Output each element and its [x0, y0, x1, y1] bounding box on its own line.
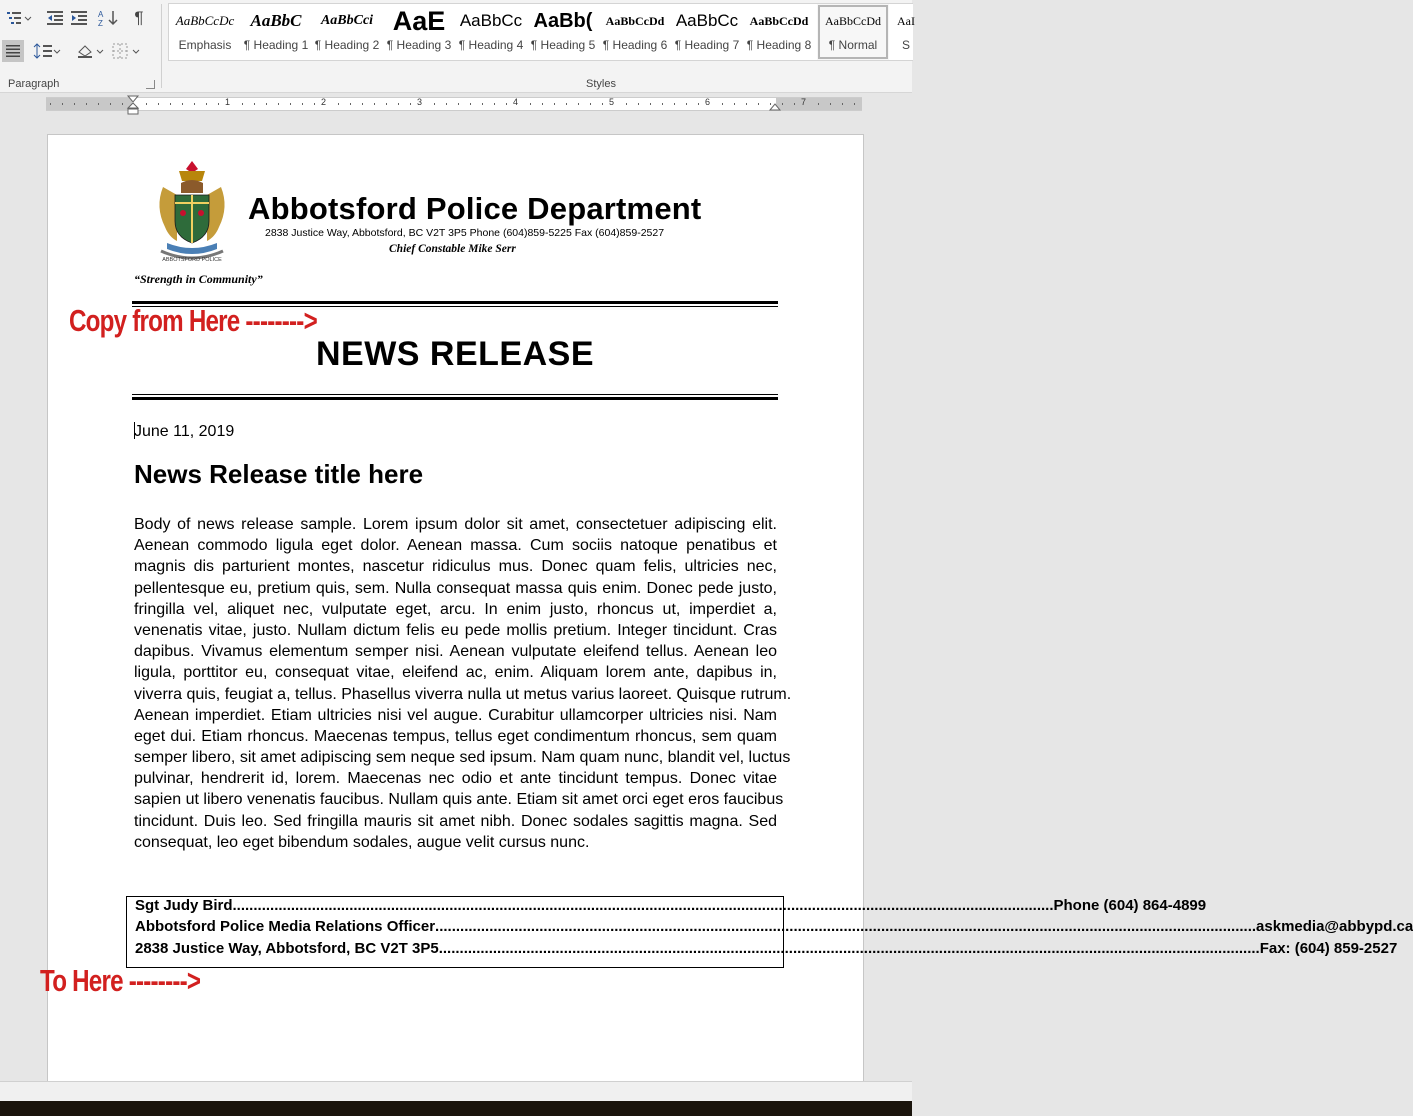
style-emphasis[interactable] — [169, 4, 241, 60]
style-name: Emphasis — [178, 38, 232, 52]
ruler-tick — [506, 103, 507, 105]
ruler-tick — [314, 103, 315, 105]
pilcrow-icon[interactable]: ¶ — [134, 8, 144, 27]
style-sample: AaBbCcDd — [749, 13, 809, 28]
body-line: venenatis vitae, justo. Nullam dictum felis eu pede mollis pretium. Integer tincidunt. Cras — [134, 621, 777, 639]
style-next[interactable] — [891, 4, 921, 60]
style-sample: AaBbCc — [675, 11, 739, 30]
body-line: consequat, leo eget bibendum sodales, augue velit cursus nunc. — [134, 833, 590, 851]
style-heading-7[interactable] — [671, 4, 743, 60]
ruler-tick — [794, 103, 795, 105]
style-normal[interactable] — [817, 4, 889, 60]
taskbar — [0, 1101, 912, 1116]
status-bar — [0, 1081, 912, 1102]
body-line: Aenean commodo ligula eget dolor. Aenean massa. Cum sociis natoque penatibus et — [134, 537, 777, 555]
divider-bottom-thick — [132, 397, 778, 400]
style-heading-5[interactable] — [527, 4, 599, 60]
ruler-tick — [758, 103, 759, 105]
ruler-tick — [182, 103, 183, 105]
ruler-tick — [722, 103, 723, 105]
to-here-annotation: To Here --------> — [40, 963, 201, 998]
style-name: ¶ Heading 5 — [530, 38, 596, 52]
ruler-tick — [242, 103, 243, 105]
ruler-tick — [278, 103, 279, 105]
contact-email: askmedia@abbypd.ca — [1256, 918, 1413, 935]
indent-marker-icon[interactable] — [127, 96, 139, 116]
style-sample: AaBbCcDc — [175, 13, 235, 28]
right-indent-marker-icon[interactable] — [769, 101, 781, 111]
style-name: ¶ Heading 6 — [602, 38, 668, 52]
body-line: pulvinar, hendrerit id, lorem. Maecenas nec odio et ante tincidunt tempus. Donec vitae — [134, 770, 777, 788]
release-body[interactable] — [134, 514, 792, 853]
ruler-tick — [254, 103, 255, 105]
crest-caption: ABBOTSFORD POLICE — [162, 257, 222, 263]
style-name: ¶ Normal — [828, 38, 878, 52]
ruler-tick — [494, 103, 495, 105]
ruler-tick — [830, 103, 831, 105]
ruler-tick — [530, 103, 531, 105]
style-name: ¶ Heading 8 — [746, 38, 812, 52]
ruler-tick — [374, 103, 375, 105]
ruler-tick — [302, 103, 303, 105]
body-line: semper libero, sit amet adipiscing sem neque sed ipsum. Nam quam nunc, blandit vel, luctus — [134, 749, 791, 767]
contact-row — [135, 918, 1413, 935]
style-sample: AaBbC — [250, 11, 302, 30]
increase-indent-icon[interactable] — [68, 7, 90, 29]
body-line: Body of news release sample. Lorem ipsum dolor sit amet, consectetuer adipiscing elit. — [134, 516, 777, 533]
ruler-tick — [410, 103, 411, 105]
ruler-tick — [50, 103, 51, 105]
body-line: sapien ut libero venenatis faucibus. Nullam quis ante. Etiam sit amet orci eget eros faucibus — [134, 791, 784, 809]
ruler-number: 3 — [417, 97, 423, 107]
style-heading-6[interactable] — [599, 4, 671, 60]
style-sample: AaE — [392, 5, 446, 36]
body-line: pellentesque eu, pretium quis, sem. Nulla consequat massa quis enim. Donec pede justo, — [134, 579, 777, 597]
ruler-tick — [146, 103, 147, 105]
release-date-text: June 11, 2019 — [134, 423, 235, 440]
ruler-tick — [470, 103, 471, 105]
chief-constable: Chief Constable Mike Serr — [389, 243, 516, 255]
contact-row — [135, 897, 1207, 914]
borders-icon[interactable] — [110, 40, 142, 62]
ruler-tick — [206, 103, 207, 105]
style-heading-1[interactable] — [241, 4, 311, 60]
ruler-tick — [338, 103, 339, 105]
style-heading-4[interactable] — [455, 4, 527, 60]
style-sample: AaBbCcDd — [825, 13, 881, 28]
ruler-tick — [266, 103, 267, 105]
ruler-tick — [482, 103, 483, 105]
styles-gallery[interactable] — [168, 3, 913, 61]
body-line: eget dui. Etiam rhoncus. Maecenas tempus, tellus eget condimentum rhoncus, sem quam — [134, 727, 777, 745]
ruler-tick — [62, 103, 63, 105]
paragraph-group — [0, 0, 160, 92]
body-line: tincidunt. Duis leo. Sed fringilla mauris sit amet nibh. Donec sodales sagittis magna. Sed — [134, 812, 777, 830]
ruler-tick — [290, 103, 291, 105]
department-address: 2838 Justice Way, Abbotsford, BC V2T 3P5 Phone (604)859-5225 Fax (604)859-2527 — [265, 227, 665, 239]
ruler-tick — [362, 103, 363, 105]
body-line: Aenean imperdiet. Etiam ultricies nisi vel augue. Curabitur ullamcorper ultricies nisi. Nam — [134, 706, 777, 724]
ruler-tick — [782, 103, 783, 105]
ruler-number: 5 — [609, 97, 615, 107]
style-sample: AaBbCc — [459, 11, 523, 30]
ruler-tick — [554, 103, 555, 105]
police-crest-icon — [153, 157, 231, 265]
ruler-tick — [386, 103, 387, 105]
ruler-number: 4 — [513, 97, 519, 107]
ruler-tick — [398, 103, 399, 105]
ruler-tick — [818, 103, 819, 105]
ruler-right-margin — [776, 98, 862, 110]
ruler-tick — [746, 103, 747, 105]
ruler-tick — [854, 103, 855, 105]
style-heading-8[interactable] — [743, 4, 815, 60]
contact-title: Abbotsford Police Media Relations Officer — [135, 918, 436, 935]
ruler-number: 7 — [801, 97, 807, 107]
style-name: ¶ Heading 7 — [674, 38, 740, 52]
ruler-tick — [638, 103, 639, 105]
align-justify-icon[interactable] — [2, 40, 24, 62]
svg-text:Z: Z — [98, 19, 103, 28]
release-date[interactable] — [134, 422, 234, 441]
ruler-tick — [578, 103, 579, 105]
body-line: dapibus. Vivamus elementum semper nisi. Aenean vulputate eleifend tellus. Aenean leo — [134, 643, 777, 661]
ruler-tick — [194, 103, 195, 105]
style-sample: AaBbCci — [320, 13, 374, 28]
contact-fax: Fax: (604) 859-2527 — [1259, 940, 1398, 957]
ruler-tick — [734, 103, 735, 105]
decrease-indent-icon[interactable] — [44, 7, 66, 29]
ruler-tick — [74, 103, 75, 105]
horizontal-ruler[interactable] — [46, 97, 862, 111]
shading-icon[interactable] — [74, 40, 106, 62]
svg-text:A: A — [98, 10, 104, 19]
style-sample: AaBb( — [533, 9, 593, 32]
ruler-number: 6 — [705, 97, 711, 107]
ruler-tick — [86, 103, 87, 105]
ruler-tick — [218, 103, 219, 105]
ruler-tick — [110, 103, 111, 105]
ruler-tick — [626, 103, 627, 105]
ruler-tick — [650, 103, 651, 105]
news-release-title: NEWS RELEASE — [315, 335, 595, 373]
ruler-tick — [590, 103, 591, 105]
ruler-tick — [98, 103, 99, 105]
ruler-tick — [686, 103, 687, 105]
body-line: viverra quis, feugiat a, tellus. Phasellus viverra nulla ut metus varius laoreet. Quisque rutrum. — [134, 685, 792, 703]
ruler-tick — [542, 103, 543, 105]
ruler-tick — [122, 103, 123, 105]
ruler-tick — [158, 103, 159, 105]
ruler-number: 2 — [321, 97, 327, 107]
ruler-tick — [446, 103, 447, 105]
department-name: Abbotsford Police Department — [248, 191, 702, 226]
contact-row — [135, 940, 1398, 957]
divider-bottom-thin — [132, 394, 778, 395]
style-sample: AaBbCcDd — [605, 13, 665, 28]
body-line: fringilla vel, aliquet nec, vulputate eget, arcu. In enim justo, rhoncus ut, imperdiet a, — [134, 600, 777, 618]
style-name: S — [901, 38, 910, 52]
motto: “Strength in Community” — [134, 272, 263, 286]
group-separator — [161, 4, 162, 88]
contact-address: 2838 Justice Way, Abbotsford, BC V2T 3P5 — [135, 940, 439, 957]
style-sample: AaI — [897, 13, 915, 28]
contact-phone: Phone (604) 864-4899 — [1053, 897, 1207, 914]
leader-dots — [435, 918, 1256, 935]
ruler-tick — [662, 103, 663, 105]
paragraph-dialog-launcher[interactable] — [146, 80, 155, 89]
styles-group-label: Styles — [586, 78, 616, 90]
ruler-tick — [602, 103, 603, 105]
contact-name: Sgt Judy Bird — [135, 897, 233, 914]
style-name: ¶ Heading 3 — [386, 38, 452, 52]
sort-icon[interactable] — [96, 7, 120, 29]
style-name: ¶ Heading 4 — [458, 38, 524, 52]
ruler-left-margin — [46, 98, 132, 110]
ruler-number: 1 — [225, 97, 231, 107]
style-name: ¶ Heading 1 — [243, 38, 309, 52]
ruler-tick — [698, 103, 699, 105]
release-headline[interactable]: News Release title here — [134, 459, 424, 489]
copy-from-annotation: Copy from Here --------> — [69, 303, 317, 338]
line-spacing-icon[interactable] — [32, 40, 62, 62]
ruler-tick — [170, 103, 171, 105]
ruler-tick — [458, 103, 459, 105]
ruler-tick — [566, 103, 567, 105]
contact-box — [126, 896, 1413, 968]
ruler-tick — [434, 103, 435, 105]
leader-dots — [439, 940, 1260, 957]
ribbon — [0, 0, 915, 93]
ruler-tick — [350, 103, 351, 105]
multilevel-list-icon[interactable] — [4, 7, 34, 29]
document-page[interactable] — [47, 134, 1413, 1086]
style-heading-2[interactable] — [311, 4, 383, 60]
paragraph-group-label: Paragraph — [8, 78, 60, 90]
style-heading-3[interactable] — [383, 4, 455, 60]
body-line: magnis dis parturient montes, nascetur ridiculus mus. Donec quam felis, ultricies nec, — [134, 558, 777, 576]
ruler-tick — [674, 103, 675, 105]
leader-dots — [233, 897, 1054, 914]
body-line: ligula, porttitor eu, consequat vitae, eleifend ac, enim. Aliquam lorem ante, dapibus in, — [134, 664, 777, 682]
style-name: ¶ Heading 2 — [314, 38, 380, 52]
ruler-tick — [842, 103, 843, 105]
